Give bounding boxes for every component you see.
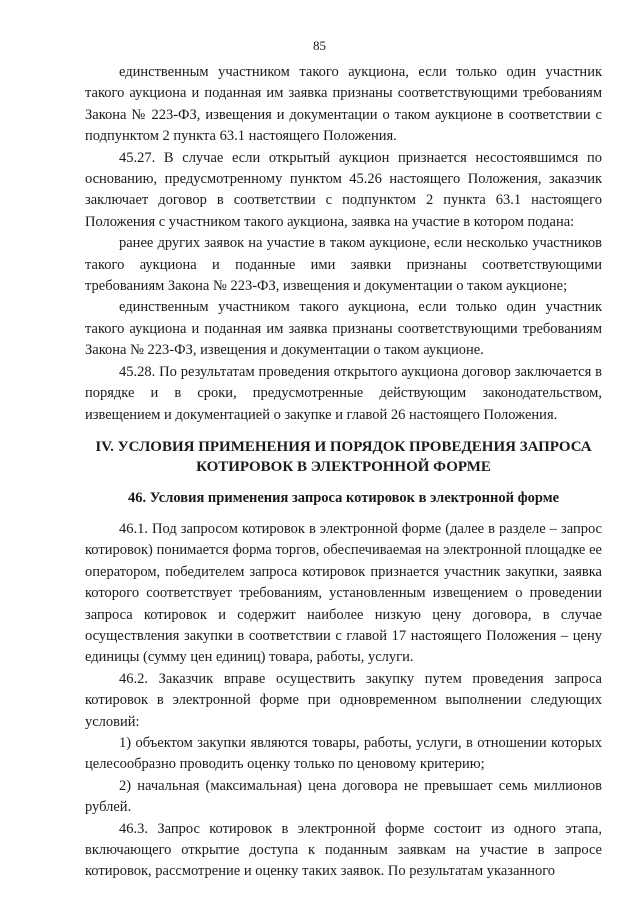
list-item: 1) объектом закупки являются товары, работы, услуги, в отношении которых целесообразно проводить оценку только по ценовому критерию; (85, 734, 602, 773)
document-body (85, 62, 602, 883)
paragraph: единственным участником такого аукциона, если только один участник такого аукциона и поданная им заявка признаны соответствующими требованиям Закона № 223-ФЗ, извещения и документации о таком аукционе. (85, 299, 602, 359)
chapter-title-line: IV. УСЛОВИЯ ПРИМЕНЕНИЯ И ПОРЯДОК ПРОВЕДЕНИЯ ЗАПРОСА (95, 438, 592, 455)
chapter-title-line: КОТИРОВОК В ЭЛЕКТРОННОЙ ФОРМЕ (196, 458, 491, 475)
page-number: 85 (313, 38, 326, 53)
paragraph-46-3: 46.3. Запрос котировок в электронной форме состоит из одного этапа, включающего открытие доступа к поданным заявкам на участие в запросе котировок, рассмотрение и оценку таких заявок. По результатам указанного (85, 820, 602, 880)
paragraph-46-2: 46.2. Заказчик вправе осуществить закупку путем проведения запроса котировок в электронной форме при одновременном выполнении следующих условий: (85, 670, 602, 730)
chapter-title (85, 437, 602, 477)
paragraph: единственным участником такого аукциона, если только один участник такого аукциона и поданная им заявка признаны соответствующими требованиям Закона № 223-ФЗ, извещения и документации о таком аукционе в соответствии с подпунктом 2 пункта 63.1 настоящего Положения. (85, 64, 602, 145)
section-title: 46. Условия применения запроса котировок в электронной форме (127, 489, 560, 506)
paragraph-45-27: 45.27. В случае если открытый аукцион признается несостоявшимся по основанию, предусмотренному пунктом 45.26 настоящего Положения, заказчик заключает договор в соответствии с подпунктом 2 пункта 63.1 настоящего Положения с участником такого аукциона, заявка на участие в котором подана: (85, 149, 602, 230)
spacer (85, 508, 602, 519)
paragraph-46-1: 46.1. Под запросом котировок в электронной форме (далее в разделе – запрос котировок) понимается форма торгов, обеспечиваемая на электронной площадке ее оператором, победителем запроса котировок признается участник закупки, заявка которого соответствует требованиям, установленным извещением о проведении запроса котировок и содержит наиболее низкую цену договора, в случае осуществления закупки в соответствии с главой 17 настоящего Положения – цену единицы (сумму цен единиц) товара, работы, услуги. (85, 520, 602, 666)
list-item: 2) начальная (максимальная) цена договора не превышает семь миллионов рублей. (85, 777, 602, 816)
spacer (85, 426, 602, 437)
spacer (85, 477, 602, 488)
paragraph-45-28: 45.28. По результатам проведения открытого аукциона договор заключается в порядке и в сроки, предусмотренные действующим законодательством, извещением и документацией о закупке и главой 26 настоящего Положения. (85, 363, 602, 423)
paragraph: ранее других заявок на участие в таком аукционе, если несколько участников такого аукциона и поданные ими заявки признаны соответствующими требованиям Закона № 223-ФЗ, извещения и документации о таком аукционе; (85, 235, 602, 295)
